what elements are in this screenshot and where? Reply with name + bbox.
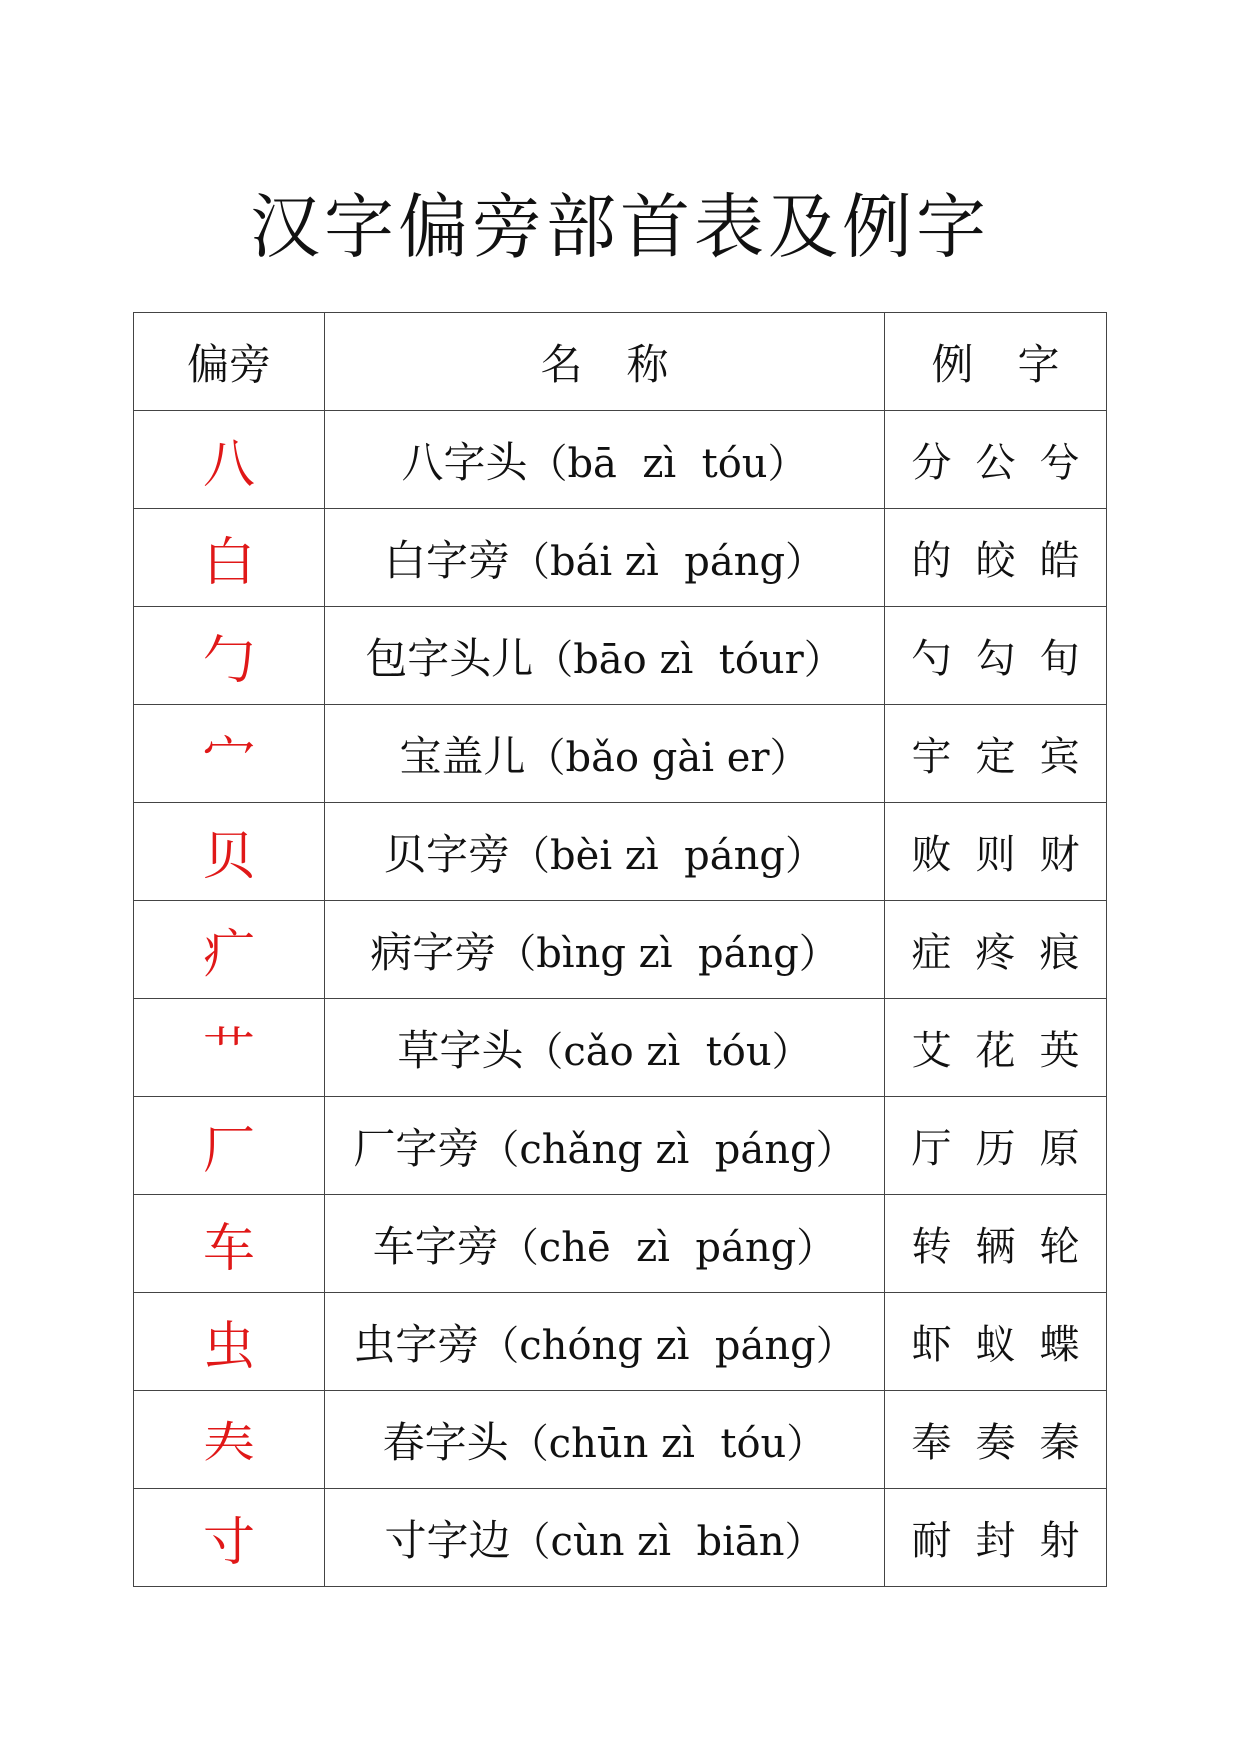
example-character: 旬	[1039, 636, 1080, 682]
table-row	[134, 509, 1107, 607]
radical-pinyin: （bái zì páng）	[509, 538, 826, 585]
radical-pinyin: （chūn zì tóu）	[508, 1420, 827, 1467]
example-character: 宾	[1039, 734, 1080, 780]
table-row	[134, 1489, 1107, 1587]
example-character: 痕	[1039, 930, 1080, 976]
radical-pinyin: （bìng zì páng）	[496, 930, 839, 977]
example-character: 辆	[975, 1224, 1016, 1270]
table-row	[134, 607, 1107, 705]
examples-cell	[885, 1293, 1107, 1391]
examples-cell	[885, 999, 1107, 1097]
examples-cell	[885, 705, 1107, 803]
header-name: 名称	[325, 313, 885, 411]
examples-cell	[885, 509, 1107, 607]
table-row	[134, 705, 1107, 803]
example-character: 败	[911, 832, 952, 878]
example-character: 秦	[1039, 1420, 1080, 1466]
example-character: 的	[911, 538, 952, 584]
header-examples: 例字	[885, 313, 1107, 411]
radical-name: 病字旁	[370, 927, 497, 977]
radical-cell: 八	[134, 411, 325, 509]
table-row	[134, 803, 1107, 901]
radical-pinyin: （chǎng zì páng）	[479, 1126, 856, 1173]
radical-name-cell	[325, 1293, 885, 1391]
radical-name-cell	[325, 705, 885, 803]
example-character: 英	[1039, 1028, 1080, 1074]
radical-cell: 厂	[134, 1097, 325, 1195]
radical-name-cell	[325, 411, 885, 509]
example-character: 财	[1039, 832, 1080, 878]
radical-name: 白字旁	[383, 535, 510, 585]
radical-name-cell	[325, 607, 885, 705]
examples-cell	[885, 803, 1107, 901]
example-character: 奉	[911, 1420, 952, 1466]
radical-name: 厂字旁	[353, 1123, 480, 1173]
examples-cell	[885, 1391, 1107, 1489]
page-title: 汉字偏旁部首表及例字	[250, 186, 990, 268]
example-character: 射	[1039, 1518, 1080, 1564]
radical-cell: 勹	[134, 607, 325, 705]
radical-name: 贝字旁	[384, 829, 511, 879]
header-radical: 偏旁	[134, 313, 325, 411]
radical-cell: 虫	[134, 1293, 325, 1391]
radical-cell: 艹	[134, 999, 325, 1097]
examples-cell	[885, 1195, 1107, 1293]
example-character: 勺	[911, 636, 952, 682]
radical-name: 寸字边	[384, 1515, 511, 1565]
example-character: 厅	[911, 1126, 952, 1172]
radical-name-cell	[325, 509, 885, 607]
radical-name-cell	[325, 1489, 885, 1587]
radical-pinyin: （cùn zì biān）	[510, 1518, 825, 1565]
example-character: 兮	[1039, 440, 1080, 486]
radical-pinyin: （bāo zì tóur）	[533, 636, 844, 683]
radical-cell: 贝	[134, 803, 325, 901]
radical-pinyin: （bèi zì páng）	[510, 832, 825, 879]
example-character: 定	[975, 734, 1016, 780]
example-character: 勾	[975, 636, 1016, 682]
radical-name: 车字旁	[372, 1221, 499, 1271]
radical-pinyin: （chē zì páng）	[498, 1224, 837, 1271]
radical-cell: 车	[134, 1195, 325, 1293]
radical-name: 宝盖儿	[399, 731, 526, 781]
example-character: 公	[975, 440, 1016, 486]
table-row	[134, 411, 1107, 509]
examples-cell	[885, 411, 1107, 509]
radical-name-cell	[325, 901, 885, 999]
example-character: 疼	[975, 930, 1016, 976]
radical-cell: 寸	[134, 1489, 325, 1587]
example-character: 历	[975, 1126, 1016, 1172]
radical-cell: 白	[134, 509, 325, 607]
radical-name: 虫字旁	[353, 1319, 480, 1369]
examples-cell	[885, 607, 1107, 705]
radical-name: 春字头	[382, 1417, 509, 1467]
example-character: 蚁	[975, 1322, 1016, 1368]
example-character: 虾	[911, 1322, 952, 1368]
example-character: 原	[1039, 1126, 1080, 1172]
example-character: 则	[975, 832, 1016, 878]
radical-pinyin: （chóng zì páng）	[479, 1322, 856, 1369]
examples-cell	[885, 901, 1107, 999]
example-character: 耐	[911, 1518, 952, 1564]
example-character: 封	[975, 1518, 1016, 1564]
table-row	[134, 1293, 1107, 1391]
example-character: 蝶	[1039, 1322, 1080, 1368]
radical-pinyin: （bā zì tóu）	[527, 440, 808, 487]
table-row	[134, 1195, 1107, 1293]
radical-cell: 宀	[134, 705, 325, 803]
example-character: 症	[911, 930, 952, 976]
radical-name-cell	[325, 1195, 885, 1293]
radical-name-cell	[325, 803, 885, 901]
radical-name: 八字头	[401, 437, 528, 487]
example-character: 轮	[1039, 1224, 1080, 1270]
example-character: 艾	[911, 1028, 952, 1074]
radical-name-cell	[325, 1391, 885, 1489]
example-character: 花	[975, 1028, 1016, 1074]
radical-pinyin: （bǎo gài er）	[525, 734, 810, 781]
radical-name: 包字头儿	[365, 633, 534, 683]
radical-cell: 𡗗	[134, 1391, 325, 1489]
table-body	[134, 411, 1107, 1587]
radical-name: 草字头	[397, 1025, 524, 1075]
radical-name-cell	[325, 999, 885, 1097]
example-character: 分	[911, 440, 952, 486]
examples-cell	[885, 1489, 1107, 1587]
radical-name-cell	[325, 1097, 885, 1195]
table-row	[134, 1097, 1107, 1195]
radical-table	[133, 312, 1107, 1587]
example-character: 皎	[975, 538, 1016, 584]
radical-cell: 疒	[134, 901, 325, 999]
radical-pinyin: （cǎo zì tóu）	[523, 1028, 812, 1075]
table-header-row	[134, 313, 1107, 411]
examples-cell	[885, 1097, 1107, 1195]
example-character: 宇	[911, 734, 952, 780]
table-row	[134, 901, 1107, 999]
table-row	[134, 999, 1107, 1097]
example-character: 转	[911, 1224, 952, 1270]
example-character: 奏	[975, 1420, 1016, 1466]
table-row	[134, 1391, 1107, 1489]
example-character: 皓	[1039, 538, 1080, 584]
